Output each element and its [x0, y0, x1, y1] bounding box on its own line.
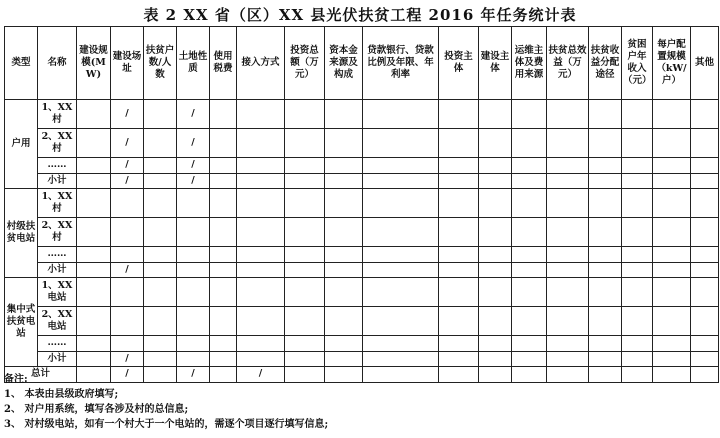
table-cell — [144, 307, 177, 336]
table-cell — [177, 247, 210, 263]
column-header: 投资总额（万元） — [285, 27, 325, 100]
table-cell — [622, 262, 653, 278]
row-name: 2、XX 电站 — [38, 307, 77, 336]
table-cell — [325, 173, 363, 189]
table-cell — [237, 218, 285, 247]
table-cell — [177, 262, 210, 278]
table-cell — [479, 189, 512, 218]
table-cell — [439, 189, 479, 218]
table-cell — [325, 351, 363, 367]
table-cell — [144, 336, 177, 352]
total-label: 总计 — [5, 367, 77, 383]
table-cell — [363, 367, 439, 383]
table-cell — [111, 218, 144, 247]
table-cell — [77, 173, 111, 189]
table-row — [5, 278, 719, 307]
table-cell — [144, 247, 177, 263]
table-cell — [589, 278, 622, 307]
row-name: 1、XX 电站 — [38, 278, 77, 307]
column-header: 接入方式 — [237, 27, 285, 100]
table-cell — [210, 158, 237, 174]
table-cell — [653, 262, 691, 278]
table-cell — [512, 100, 547, 129]
table-cell — [77, 307, 111, 336]
table-cell — [512, 189, 547, 218]
table-cell — [210, 336, 237, 352]
table-cell: / — [177, 129, 210, 158]
table-cell — [622, 307, 653, 336]
table-cell — [547, 336, 589, 352]
table-cell — [144, 189, 177, 218]
table-cell — [653, 158, 691, 174]
table-cell — [177, 189, 210, 218]
table-cell — [363, 278, 439, 307]
table-cell — [653, 351, 691, 367]
table-cell — [691, 351, 719, 367]
table-cell — [210, 218, 237, 247]
column-header: 贷款银行、贷款比例及年限、年利率 — [363, 27, 439, 100]
table-cell — [363, 218, 439, 247]
table-cell — [691, 158, 719, 174]
task-statistics-table — [4, 26, 719, 383]
row-name: 2、XX 村 — [38, 218, 77, 247]
table-cell — [547, 158, 589, 174]
table-cell — [285, 307, 325, 336]
table-cell — [622, 336, 653, 352]
table-cell — [177, 218, 210, 247]
table-cell — [439, 247, 479, 263]
table-cell — [622, 247, 653, 263]
table-cell — [210, 307, 237, 336]
table-row — [5, 158, 719, 174]
row-name: …… — [38, 336, 77, 352]
table-cell — [111, 189, 144, 218]
table-row — [5, 189, 719, 218]
table-cell — [589, 336, 622, 352]
table-cell — [691, 367, 719, 383]
table-cell — [653, 247, 691, 263]
table-cell — [144, 218, 177, 247]
table-cell — [285, 173, 325, 189]
table-cell — [77, 262, 111, 278]
table-cell — [479, 158, 512, 174]
table-cell — [691, 173, 719, 189]
table-cell — [589, 158, 622, 174]
table-cell — [512, 336, 547, 352]
row-name: 小计 — [38, 351, 77, 367]
table-cell — [589, 247, 622, 263]
row-type-label: 村级扶贫电站 — [5, 189, 38, 278]
column-header: 扶贫收益分配途径 — [589, 27, 622, 100]
column-header: 使用税费 — [210, 27, 237, 100]
table-cell — [77, 158, 111, 174]
table-cell: / — [111, 100, 144, 129]
table-cell — [111, 336, 144, 352]
notes-heading: 备注: — [4, 374, 28, 385]
table-row — [5, 351, 719, 367]
table-cell — [622, 100, 653, 129]
table-cell: / — [111, 173, 144, 189]
table-cell — [653, 336, 691, 352]
table-cell — [439, 262, 479, 278]
table-cell — [691, 278, 719, 307]
table-cell — [547, 100, 589, 129]
row-name: …… — [38, 158, 77, 174]
table-cell — [512, 278, 547, 307]
table-cell — [479, 278, 512, 307]
table-cell — [691, 307, 719, 336]
table-cell — [653, 307, 691, 336]
row-name: 小计 — [38, 262, 77, 278]
table-cell — [622, 351, 653, 367]
table-cell — [622, 278, 653, 307]
table-cell: / — [111, 129, 144, 158]
table-cell — [144, 262, 177, 278]
table-cell — [547, 262, 589, 278]
notes — [4, 372, 328, 432]
table-cell — [691, 218, 719, 247]
table-cell — [589, 218, 622, 247]
table-cell: / — [111, 262, 144, 278]
table-cell — [363, 100, 439, 129]
table-cell — [325, 307, 363, 336]
column-header: 扶贫户数/人数 — [144, 27, 177, 100]
table-cell — [325, 218, 363, 247]
row-type-label: 集中式扶贫电站 — [5, 278, 38, 367]
table-cell — [691, 129, 719, 158]
table-cell — [210, 351, 237, 367]
table-cell: / — [177, 158, 210, 174]
table-cell — [237, 351, 285, 367]
table-cell — [285, 278, 325, 307]
table-cell — [479, 336, 512, 352]
table-cell — [439, 351, 479, 367]
table-cell — [691, 100, 719, 129]
table-cell — [77, 336, 111, 352]
table-cell — [285, 351, 325, 367]
table-cell — [589, 307, 622, 336]
table-cell: / — [111, 367, 144, 383]
table-cell — [363, 307, 439, 336]
table-cell — [547, 173, 589, 189]
table-cell — [622, 129, 653, 158]
column-header: 类型 — [5, 27, 38, 100]
table-row — [5, 247, 719, 263]
column-header: 建设规模(MW) — [77, 27, 111, 100]
table-cell — [479, 307, 512, 336]
table-cell — [285, 262, 325, 278]
table-cell — [653, 173, 691, 189]
table-cell — [285, 189, 325, 218]
table-cell — [691, 247, 719, 263]
column-header: 每户配置规模（kW/户） — [653, 27, 691, 100]
column-header: 土地性质 — [177, 27, 210, 100]
table-cell — [325, 158, 363, 174]
table-cell — [653, 100, 691, 129]
table-cell — [237, 158, 285, 174]
table-cell — [479, 218, 512, 247]
table-cell — [237, 129, 285, 158]
table-cell — [439, 218, 479, 247]
table-cell — [77, 351, 111, 367]
table-cell — [363, 189, 439, 218]
table-cell — [589, 262, 622, 278]
table-cell — [325, 189, 363, 218]
table-cell — [439, 158, 479, 174]
column-header: 投资主体 — [439, 27, 479, 100]
table-cell — [237, 100, 285, 129]
table-cell: / — [237, 367, 285, 383]
table-cell — [512, 307, 547, 336]
table-row — [5, 173, 719, 189]
table-cell — [325, 262, 363, 278]
table-cell — [144, 351, 177, 367]
table-cell — [237, 307, 285, 336]
row-name: 2、XX 村 — [38, 129, 77, 158]
table-cell — [479, 173, 512, 189]
table-cell — [325, 278, 363, 307]
note-item: 2、 对户用系统，填写各涉及村的总信息; — [4, 404, 189, 415]
table-cell: / — [111, 158, 144, 174]
table-cell — [77, 189, 111, 218]
table-cell — [439, 367, 479, 383]
table-cell — [589, 351, 622, 367]
row-name: 小计 — [38, 173, 77, 189]
table-cell — [177, 351, 210, 367]
table-cell — [589, 189, 622, 218]
table-row — [5, 262, 719, 278]
table-cell — [589, 367, 622, 383]
table-cell — [210, 278, 237, 307]
table-cell — [285, 336, 325, 352]
table-cell — [363, 247, 439, 263]
table-cell — [285, 218, 325, 247]
table-cell — [547, 189, 589, 218]
table-cell — [479, 247, 512, 263]
table-cell: / — [177, 367, 210, 383]
table-cell — [144, 278, 177, 307]
table-cell — [237, 262, 285, 278]
table-cell — [177, 278, 210, 307]
table-cell — [479, 367, 512, 383]
table-cell — [622, 158, 653, 174]
table-cell — [237, 278, 285, 307]
table-cell — [325, 247, 363, 263]
table-cell — [439, 173, 479, 189]
table-cell — [77, 100, 111, 129]
table-cell — [479, 129, 512, 158]
table-cell — [144, 158, 177, 174]
table-cell — [210, 262, 237, 278]
table-cell — [547, 129, 589, 158]
table-cell — [77, 278, 111, 307]
table-row — [5, 218, 719, 247]
table-cell — [653, 367, 691, 383]
table-cell — [210, 173, 237, 189]
column-header: 扶贫总效益（万元） — [547, 27, 589, 100]
table-cell — [691, 262, 719, 278]
table-cell — [653, 278, 691, 307]
note-item: 1、 本表由县级政府填写; — [4, 389, 119, 400]
table-cell — [439, 278, 479, 307]
table-cell — [622, 367, 653, 383]
table-cell — [144, 173, 177, 189]
row-type-label: 户用 — [5, 100, 38, 189]
table-cell — [439, 129, 479, 158]
table-cell — [439, 100, 479, 129]
table-cell — [439, 307, 479, 336]
table-cell — [177, 336, 210, 352]
table-cell — [237, 247, 285, 263]
note-item: 3、 对村级电站，如有一个村大于一个电站的，需逐个项目逐行填写信息; — [4, 419, 329, 430]
table-cell — [237, 189, 285, 218]
table-cell — [285, 129, 325, 158]
column-header: 建设场址 — [111, 27, 144, 100]
table-cell — [479, 262, 512, 278]
table-cell — [363, 351, 439, 367]
table-cell — [363, 173, 439, 189]
column-header: 其他 — [691, 27, 719, 100]
table-cell — [622, 189, 653, 218]
table-cell — [439, 336, 479, 352]
table-cell — [285, 247, 325, 263]
table-cell — [479, 351, 512, 367]
table-cell — [363, 262, 439, 278]
table-cell — [77, 218, 111, 247]
table-cell — [325, 129, 363, 158]
table-cell — [479, 100, 512, 129]
table-row — [5, 336, 719, 352]
table-cell: / — [111, 351, 144, 367]
table-cell — [285, 100, 325, 129]
table-row — [5, 307, 719, 336]
table-cell — [691, 336, 719, 352]
table-row — [5, 100, 719, 129]
table-cell — [111, 278, 144, 307]
table-cell — [325, 100, 363, 129]
table-cell — [622, 218, 653, 247]
table-cell — [547, 278, 589, 307]
table-cell — [77, 247, 111, 263]
table-cell — [512, 158, 547, 174]
table-cell — [512, 262, 547, 278]
column-header: 资本金来源及构成 — [325, 27, 363, 100]
table-cell — [547, 367, 589, 383]
table-cell — [111, 247, 144, 263]
table-cell — [589, 173, 622, 189]
table-cell — [547, 218, 589, 247]
table-cell — [285, 158, 325, 174]
table-cell: / — [177, 100, 210, 129]
table-cell — [653, 218, 691, 247]
table-cell — [325, 336, 363, 352]
row-name: 1、XX 村 — [38, 189, 77, 218]
table-cell — [691, 189, 719, 218]
table-cell — [210, 129, 237, 158]
table-cell — [512, 129, 547, 158]
table-cell — [512, 247, 547, 263]
table-cell — [77, 129, 111, 158]
table-cell — [512, 218, 547, 247]
table-cell — [363, 158, 439, 174]
table-cell — [547, 307, 589, 336]
table-cell — [589, 100, 622, 129]
column-header: 贫困户年收入（元） — [622, 27, 653, 100]
table-cell — [144, 100, 177, 129]
table-cell — [512, 367, 547, 383]
table-cell — [363, 129, 439, 158]
table-cell — [547, 351, 589, 367]
table-cell — [622, 173, 653, 189]
table-cell — [512, 173, 547, 189]
column-header: 名称 — [38, 27, 77, 100]
table-cell — [210, 100, 237, 129]
table-cell — [144, 129, 177, 158]
table-cell — [237, 173, 285, 189]
table-cell — [653, 129, 691, 158]
table-cell — [325, 367, 363, 383]
table-row — [5, 129, 719, 158]
table-cell — [547, 247, 589, 263]
row-name: …… — [38, 247, 77, 263]
row-name: 1、XX 村 — [38, 100, 77, 129]
column-header: 建设主体 — [479, 27, 512, 100]
table-cell — [589, 129, 622, 158]
table-cell — [363, 336, 439, 352]
table-cell — [210, 247, 237, 263]
column-header: 运维主体及费用来源 — [512, 27, 547, 100]
table-cell — [177, 307, 210, 336]
table-cell — [210, 189, 237, 218]
table-cell — [111, 307, 144, 336]
table-cell — [653, 189, 691, 218]
table-cell — [512, 351, 547, 367]
table-title: 表 2 XX 省（区）XX 县光伏扶贫工程 2016 年任务统计表 — [143, 6, 577, 24]
table-cell: / — [177, 173, 210, 189]
table-cell — [237, 336, 285, 352]
